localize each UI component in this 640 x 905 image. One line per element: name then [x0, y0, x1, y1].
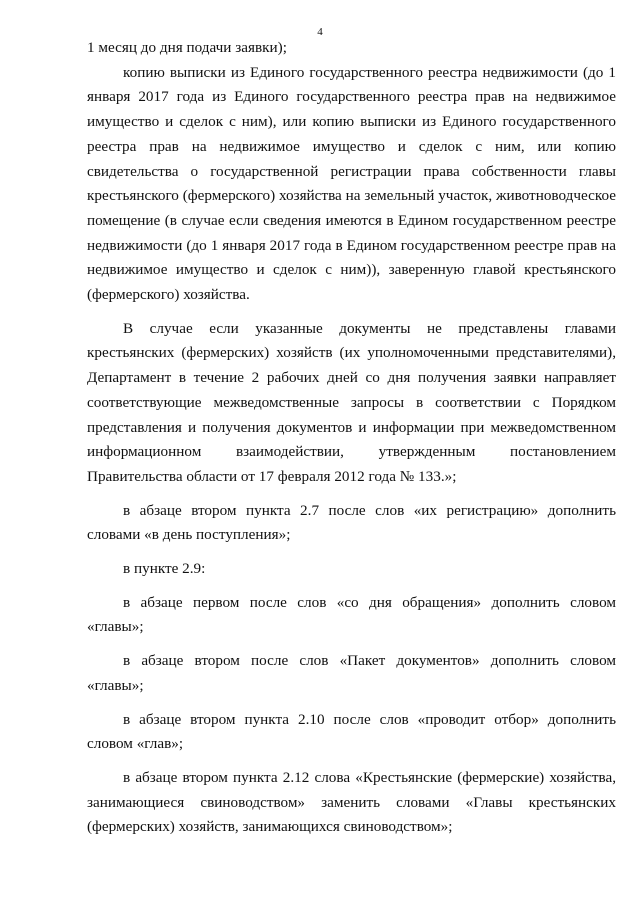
paragraph-amendment-2-9-second: в абзаце втором после слов «Пакет документов» дополнить словом «главы»; — [87, 652, 616, 694]
paragraph-continuation: 1 месяц до дня подачи заявки); — [87, 39, 287, 56]
paragraph-extract-copy: копию выписки из Единого государственного реестра недвижимости (до 1 января 2017 года из Единого государственного реестра прав на недвижимое имущество и сделок с ним), или копию выписки из Единого государственного реестра прав на недвижимое имущество и сделок с ним, или копию свидетельства о государственной регистрации права собственности главы крестьянского (фермерского) хозяйства на земельный участок, животноводческое помещение (в случае если сведения имеются в Едином государственном реестре недвижимости (до 1 января 2017 года в Едином государственном реестре прав на недвижимое имущество и сделок с ним)), заверенную главой крестьянского (фермерского) хозяйства. — [87, 63, 616, 304]
paragraph-amendment-2-10: в абзаце втором пункта 2.10 после слов «проводит отбор» дополнить словом «глав»; — [87, 710, 616, 753]
paragraph-amendment-2-12: в абзаце втором пункта 2.12 слова «Крестьянские (фермерские) хозяйства, занимающиеся свиноводством» заменить словами «Главы крестьянских (фермерских) хозяйств, занимающихся свиноводством»; — [87, 768, 616, 836]
document-body — [87, 36, 616, 840]
paragraph-interagency-requests: В случае если указанные документы не представлены главами крестьянских (фермерских) хозяйств (их уполномоченными представителями), Департамент в течение 2 рабочих дней со дня получения заявки направляет соответствующие межведомственные запросы в соответствии с Порядком представления и получения документов и информации при межведомственном информационном взаимодействии, утвержденным постановлением Правительства области от 17 февраля 2012 года № 133.»; — [87, 319, 616, 485]
page-number: 4 — [317, 26, 323, 38]
paragraph-amendment-2-7: в абзаце втором пункта 2.7 после слов «их регистрацию» дополнить словами «в день поступления»; — [87, 501, 616, 544]
paragraph-amendment-2-9-first: в абзаце первом после слов «со дня обращения» дополнить словом «главы»; — [87, 593, 616, 636]
paragraph-amendment-2-9: в пункте 2.9: — [123, 560, 206, 578]
